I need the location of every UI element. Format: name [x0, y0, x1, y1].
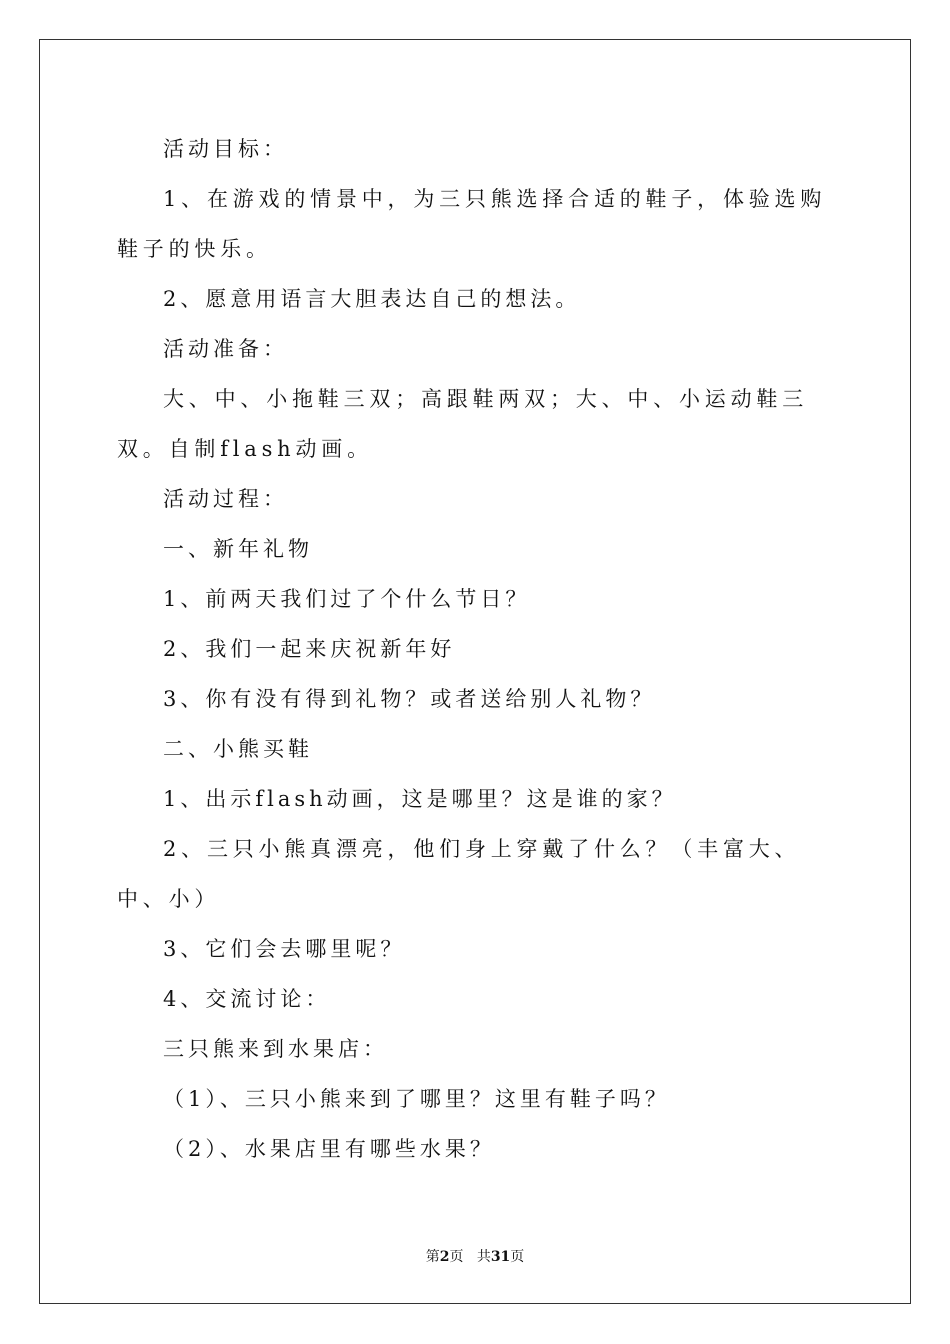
- process-part-1-item-2: 2、我们一起来庆祝新年好: [163, 637, 456, 661]
- process-part-2-item-2: 2、三只小熊真漂亮，他们身上穿戴了什么？（丰富大、中、小）: [117, 837, 801, 911]
- goal-item-1: 1、在游戏的情景中，为三只熊选择合适的鞋子，体验选购鞋子的快乐。: [117, 187, 827, 261]
- process-part-2-item-1: 1、出示flash动画，这是哪里？这是谁的家？: [163, 787, 677, 811]
- total-pages: 31: [490, 1249, 511, 1265]
- process-part-1-heading: 一、新年礼物: [163, 537, 313, 561]
- process-part-2-item-4: 4、交流讨论：: [163, 987, 331, 1011]
- document-body: [117, 124, 837, 1174]
- page-footer: [0, 1246, 950, 1266]
- page-prefix: 第: [425, 1249, 440, 1265]
- page-suffix: 页: [449, 1249, 464, 1265]
- section-heading-process: 活动过程：: [163, 487, 288, 511]
- section-heading-goals: 活动目标：: [163, 137, 288, 161]
- section-heading-preparation: 活动准备：: [163, 337, 288, 361]
- fruit-shop-intro: 三只熊来到水果店：: [163, 1037, 388, 1061]
- process-part-2-item-3: 3、它们会去哪里呢？: [163, 937, 406, 961]
- process-part-1-item-3: 3、你有没有得到礼物？或者送给别人礼物？: [163, 687, 656, 711]
- preparation-text: 大、中、小拖鞋三双；高跟鞋两双；大、中、小运动鞋三双。自制flash动画。: [117, 387, 808, 461]
- goal-item-2: 2、愿意用语言大胆表达自己的想法。: [163, 287, 581, 311]
- total-prefix: 共: [476, 1249, 491, 1265]
- fruit-shop-question-1: （1）、三只小熊来到了哪里？这里有鞋子吗？: [163, 1087, 670, 1111]
- page-number: 2: [439, 1249, 450, 1265]
- total-suffix: 页: [510, 1249, 525, 1265]
- fruit-shop-question-2: （2）、水果店里有哪些水果？: [163, 1137, 495, 1161]
- process-part-1-item-1: 1、前两天我们过了个什么节日？: [163, 587, 531, 611]
- process-part-2-heading: 二、小熊买鞋: [163, 737, 313, 761]
